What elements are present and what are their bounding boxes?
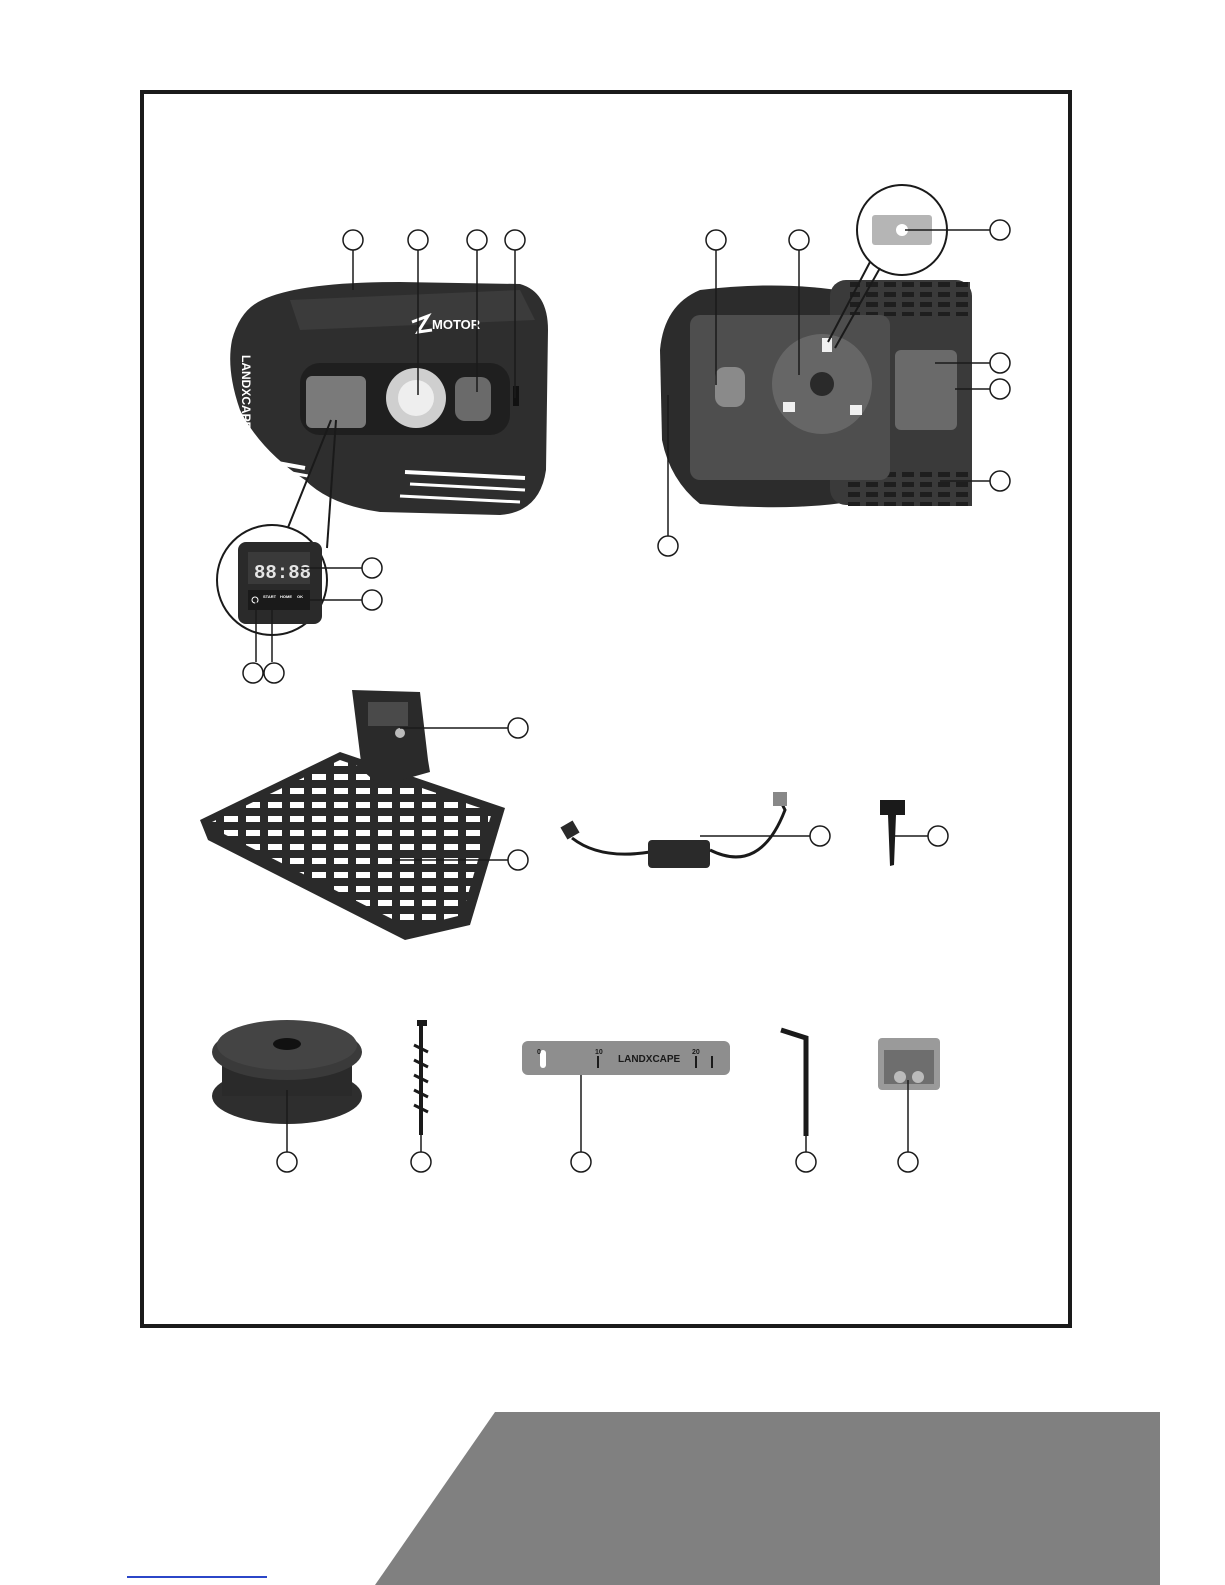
start-label: START xyxy=(263,594,277,599)
battery-cover xyxy=(895,350,957,430)
callout-circle xyxy=(467,230,487,250)
callout-circle xyxy=(990,379,1010,399)
callout-circle xyxy=(408,230,428,250)
guide-tick-0: 0 xyxy=(537,1049,541,1056)
callout-circle xyxy=(508,718,528,738)
guide-tick-10: 10 xyxy=(595,1049,603,1056)
callout-circle xyxy=(796,1152,816,1172)
callout-circle xyxy=(362,558,382,578)
page-link-underline[interactable] xyxy=(127,1576,267,1578)
callout-circle xyxy=(264,663,284,683)
hex-key xyxy=(781,1030,806,1136)
rear-wheel-treads xyxy=(850,282,970,316)
callout-circle xyxy=(411,1152,431,1172)
callout-circle xyxy=(571,1152,591,1172)
callout-circle xyxy=(505,230,525,250)
svg-text:MOTOR: MOTOR xyxy=(432,317,481,332)
ok-label: OK xyxy=(297,594,303,599)
home-label: HOME xyxy=(280,594,292,599)
callout-circle xyxy=(243,663,263,683)
power-adapter xyxy=(560,792,787,868)
callout-circle xyxy=(990,353,1010,373)
footer-band xyxy=(375,1412,1160,1585)
guide-brand: LANDXCAPE xyxy=(618,1054,681,1065)
callout-circle xyxy=(990,471,1010,491)
callout-circle xyxy=(928,826,948,846)
mower-bottom-view xyxy=(660,280,972,507)
callout-circle xyxy=(277,1152,297,1172)
ground-peg xyxy=(880,800,905,866)
callout-circle xyxy=(898,1152,918,1172)
distance-guide xyxy=(522,1041,730,1075)
callout-circle xyxy=(706,230,726,250)
mower-brand-text: LANDXCAPE xyxy=(239,355,253,430)
wire-connector xyxy=(878,1038,940,1090)
display-digits: 88:88 xyxy=(254,562,312,584)
callout-circle xyxy=(810,826,830,846)
callout-circle xyxy=(990,220,1010,240)
front-wheel xyxy=(715,367,745,407)
callout-circle xyxy=(362,590,382,610)
guide-tick-20: 20 xyxy=(692,1049,700,1056)
callout-circle xyxy=(508,850,528,870)
screw-peg xyxy=(414,1020,428,1135)
stop-button xyxy=(455,377,491,421)
callout-circle xyxy=(343,230,363,250)
callout-circle xyxy=(658,536,678,556)
mower-top-view xyxy=(230,282,548,515)
callout-circle xyxy=(789,230,809,250)
